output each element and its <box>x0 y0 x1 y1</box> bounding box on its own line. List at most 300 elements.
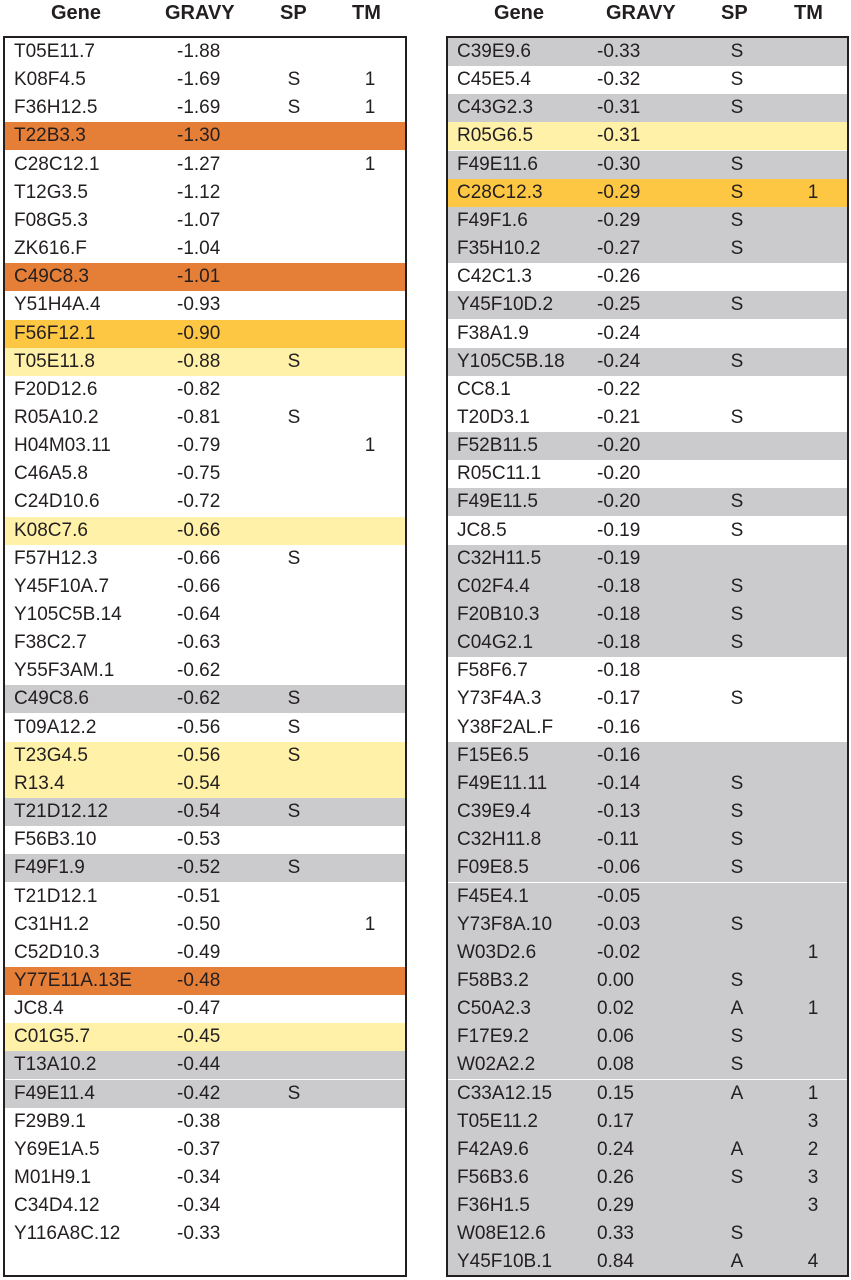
gene-cell: C32H11.8 <box>457 829 542 851</box>
table-row <box>5 883 405 911</box>
gravy-cell: -0.34 <box>177 1195 221 1217</box>
gravy-cell: -0.30 <box>597 153 641 175</box>
gene-cell: T13A10.2 <box>14 1054 97 1076</box>
table-row <box>448 657 847 685</box>
gravy-cell: -0.72 <box>177 491 221 513</box>
gene-cell: F49E11.6 <box>457 153 538 175</box>
gene-cell: C24D10.6 <box>14 491 100 513</box>
sp-cell: S <box>730 857 744 879</box>
tm-cell: 1 <box>364 913 376 935</box>
table-row <box>5 1220 405 1248</box>
gene-cell: C04G2.1 <box>457 632 534 654</box>
gravy-cell: -0.17 <box>597 688 641 710</box>
table-row <box>448 770 847 798</box>
gene-cell: C50A2.3 <box>457 998 531 1020</box>
table-row <box>448 1136 847 1164</box>
table-row <box>5 235 405 263</box>
table-row <box>5 657 405 685</box>
gravy-cell: -0.81 <box>177 406 221 428</box>
sp-cell: S <box>730 575 744 597</box>
gene-cell: Y38F2AL.F <box>457 716 554 738</box>
gravy-cell: -1.88 <box>177 41 221 62</box>
sp-cell: S <box>730 829 744 851</box>
gene-cell: C39E9.6 <box>457 41 531 62</box>
gene-cell: C45E5.4 <box>457 69 531 91</box>
table-row <box>5 995 405 1023</box>
gravy-cell: 0.33 <box>597 1223 634 1245</box>
gene-cell: C33A12.15 <box>457 1082 553 1104</box>
table-row <box>5 742 405 770</box>
table-row <box>5 770 405 798</box>
gravy-cell: -0.21 <box>597 406 641 428</box>
table-row <box>448 517 847 545</box>
left-header-tm: TM <box>352 2 381 24</box>
gene-cell: JC8.4 <box>14 998 64 1020</box>
gravy-cell: -0.50 <box>177 913 221 935</box>
gene-cell: CC8.1 <box>457 378 511 400</box>
table-row <box>448 348 847 376</box>
sp-cell: S <box>287 716 301 738</box>
table-row <box>5 517 405 545</box>
gravy-cell: 0.26 <box>597 1167 634 1188</box>
tm-cell: 4 <box>807 1251 819 1273</box>
sp-cell: A <box>730 998 744 1020</box>
gene-cell: F56B3.10 <box>14 829 97 851</box>
gravy-cell: -0.06 <box>597 857 641 879</box>
table-row <box>5 94 405 122</box>
sp-cell: S <box>730 41 744 62</box>
gravy-cell: -0.02 <box>597 941 641 963</box>
gravy-cell: -0.64 <box>177 604 221 625</box>
gene-cell: F49F1.6 <box>457 209 528 231</box>
gravy-cell: -0.51 <box>177 885 221 907</box>
sp-cell: S <box>730 801 744 823</box>
gene-cell: T05E11.7 <box>14 41 95 62</box>
gene-cell: Y105C5B.14 <box>14 604 122 625</box>
gravy-cell: 0.17 <box>597 1110 634 1132</box>
sp-cell: S <box>287 406 301 428</box>
gravy-cell: -0.53 <box>177 829 221 851</box>
table-row <box>448 1192 847 1220</box>
sp-cell: S <box>730 181 744 203</box>
table-row <box>5 1080 405 1108</box>
gravy-cell: -0.66 <box>177 575 221 597</box>
table-row <box>5 1164 405 1192</box>
table-row <box>5 432 405 460</box>
gene-cell: Y105C5B.18 <box>457 350 565 372</box>
left-header-sp: SP <box>280 2 307 24</box>
gravy-cell: -0.44 <box>177 1054 221 1076</box>
gene-cell: K08F4.5 <box>14 69 86 91</box>
table-row <box>448 742 847 770</box>
gene-cell: Y51H4A.4 <box>14 294 101 316</box>
gene-cell: T22B3.3 <box>14 125 86 147</box>
table-row <box>448 151 847 179</box>
table-row <box>448 38 847 66</box>
table-row <box>448 967 847 995</box>
gene-cell: C32H11.5 <box>457 547 542 569</box>
table-row <box>5 826 405 854</box>
gravy-cell: -0.24 <box>597 322 641 344</box>
sp-cell: S <box>287 801 301 823</box>
gravy-cell: 0.08 <box>597 1054 634 1076</box>
gene-cell: F49F1.9 <box>14 857 85 879</box>
table-row <box>5 291 405 319</box>
tm-cell: 1 <box>364 97 376 119</box>
table-row <box>5 1108 405 1136</box>
sp-cell: S <box>287 857 301 879</box>
sp-cell: S <box>730 97 744 119</box>
gene-cell: C43G2.3 <box>457 97 534 119</box>
gene-cell: F38A1.9 <box>457 322 529 344</box>
gene-cell: F17E9.2 <box>457 1026 529 1048</box>
table-row <box>5 122 405 150</box>
gravy-cell: -0.75 <box>177 463 221 485</box>
table-row <box>448 573 847 601</box>
table-row <box>5 38 405 66</box>
gravy-cell: -0.22 <box>597 378 641 400</box>
sp-cell: S <box>730 209 744 231</box>
sp-cell: S <box>287 547 301 569</box>
gravy-cell: -0.29 <box>597 181 641 203</box>
gene-cell: R05A10.2 <box>14 406 99 428</box>
table-row <box>5 376 405 404</box>
sp-cell: S <box>287 744 301 766</box>
gene-cell: R13.4 <box>14 772 65 794</box>
sp-cell: S <box>287 350 301 372</box>
table-row <box>448 1164 847 1192</box>
gravy-cell: -0.66 <box>177 519 221 541</box>
gravy-cell: -1.69 <box>177 69 221 91</box>
gene-cell: F20D12.6 <box>14 378 98 400</box>
sp-cell: S <box>730 1026 744 1048</box>
table-row <box>5 207 405 235</box>
table-row <box>448 883 847 911</box>
tm-cell: 1 <box>807 1082 819 1104</box>
left-header-gene: Gene <box>51 2 102 24</box>
gene-cell: C39E9.4 <box>457 801 531 823</box>
tm-cell: 3 <box>807 1167 819 1188</box>
table-row <box>448 1023 847 1051</box>
sp-cell: S <box>730 69 744 91</box>
sp-cell: S <box>730 969 744 991</box>
gravy-cell: -1.12 <box>177 181 221 203</box>
gravy-cell: -1.01 <box>177 266 221 288</box>
gravy-cell: -0.27 <box>597 238 641 260</box>
gravy-cell: -0.66 <box>177 547 221 569</box>
gene-cell: Y77E11A.13E <box>14 969 132 991</box>
gene-cell: JC8.5 <box>457 519 507 541</box>
table-row <box>448 601 847 629</box>
gene-cell: W02A2.2 <box>457 1054 536 1076</box>
sp-cell: S <box>730 350 744 372</box>
gene-cell: F58F6.7 <box>457 660 528 682</box>
gene-cell: Y45F10D.2 <box>457 294 554 316</box>
table-row <box>448 1108 847 1136</box>
gravy-cell: -0.63 <box>177 632 221 654</box>
gravy-cell: -0.62 <box>177 688 221 710</box>
gene-cell: F49E11.4 <box>14 1082 95 1104</box>
gravy-cell: -0.79 <box>177 435 221 457</box>
tm-cell: 1 <box>364 153 376 175</box>
gravy-cell: -0.26 <box>597 266 641 288</box>
sp-cell: S <box>730 913 744 935</box>
gene-cell: C02F4.4 <box>457 575 530 597</box>
table-row <box>448 291 847 319</box>
table-row <box>5 66 405 94</box>
gravy-cell: -0.33 <box>597 41 641 62</box>
gravy-cell: -0.03 <box>597 913 641 935</box>
right-header-gene: Gene <box>494 2 545 24</box>
gravy-cell: -0.56 <box>177 744 221 766</box>
gravy-cell: -0.90 <box>177 322 221 344</box>
table-row <box>5 685 405 713</box>
sp-cell: A <box>730 1138 744 1160</box>
table-row <box>448 1080 847 1108</box>
table-row <box>5 911 405 939</box>
gene-cell: F38C2.7 <box>14 632 87 654</box>
sp-cell: S <box>730 519 744 541</box>
gravy-cell: 0.15 <box>597 1082 634 1104</box>
gene-cell: F58B3.2 <box>457 969 529 991</box>
table-row <box>448 488 847 516</box>
tm-cell: 3 <box>807 1195 819 1217</box>
gravy-cell: -0.16 <box>597 716 641 738</box>
tm-cell: 1 <box>364 69 376 91</box>
right-header-sp: SP <box>721 2 748 24</box>
gene-cell: C28C12.3 <box>457 181 543 203</box>
gravy-cell: -0.52 <box>177 857 221 879</box>
table-row <box>448 94 847 122</box>
gene-cell: C31H1.2 <box>14 913 89 935</box>
gene-cell: R05C11.1 <box>457 463 542 485</box>
table-row <box>448 263 847 291</box>
gravy-cell: -0.54 <box>177 801 221 823</box>
sp-cell: S <box>287 1082 301 1104</box>
sp-cell: S <box>287 97 301 119</box>
gravy-cell: -0.05 <box>597 885 641 907</box>
table-row <box>448 798 847 826</box>
gravy-cell: -0.18 <box>597 604 641 625</box>
tm-cell: 1 <box>807 998 819 1020</box>
tm-cell: 3 <box>807 1110 819 1132</box>
table-row <box>448 1220 847 1248</box>
table-row <box>5 714 405 742</box>
gravy-cell: -0.18 <box>597 660 641 682</box>
gravy-cell: -0.14 <box>597 772 641 794</box>
gene-cell: C49C8.3 <box>14 266 89 288</box>
gene-cell: T05E11.8 <box>14 350 95 372</box>
table-row <box>5 854 405 882</box>
gene-cell: C28C12.1 <box>14 153 100 175</box>
gravy-cell: -1.69 <box>177 97 221 119</box>
sp-cell: A <box>730 1251 744 1273</box>
table-row <box>5 263 405 291</box>
gravy-cell: -0.19 <box>597 519 641 541</box>
gene-cell: K08C7.6 <box>14 519 88 541</box>
gravy-cell: -0.42 <box>177 1082 221 1104</box>
right-header-gravy: GRAVY <box>606 2 676 24</box>
table-row <box>448 460 847 488</box>
gravy-cell: -0.47 <box>177 998 221 1020</box>
table-row <box>5 798 405 826</box>
gravy-cell: -0.18 <box>597 632 641 654</box>
sp-cell: S <box>287 69 301 91</box>
gene-cell: F36H1.5 <box>457 1195 530 1217</box>
gene-cell: Y116A8C.12 <box>14 1223 121 1245</box>
table-row <box>5 348 405 376</box>
gene-cell: T21D12.1 <box>14 885 98 907</box>
gravy-cell: -0.38 <box>177 1110 221 1132</box>
table-row <box>5 488 405 516</box>
gene-cell: ZK616.F <box>14 238 87 260</box>
sp-cell: S <box>287 688 301 710</box>
gravy-cell: 0.02 <box>597 998 634 1020</box>
sp-cell: S <box>730 604 744 625</box>
table-row <box>448 714 847 742</box>
sp-cell: S <box>730 294 744 316</box>
table-row <box>448 911 847 939</box>
table-row <box>5 939 405 967</box>
gravy-cell: -0.20 <box>597 491 641 513</box>
gene-cell: T21D12.12 <box>14 801 109 823</box>
gravy-cell: -0.16 <box>597 744 641 766</box>
sp-cell: S <box>730 238 744 260</box>
gravy-cell: -0.25 <box>597 294 641 316</box>
table-row <box>5 151 405 179</box>
table-row <box>448 432 847 460</box>
gravy-cell: -0.45 <box>177 1026 221 1048</box>
gravy-cell: -0.54 <box>177 772 221 794</box>
gravy-cell: -0.48 <box>177 969 221 991</box>
gene-cell: F52B11.5 <box>457 435 538 457</box>
gravy-cell: -0.32 <box>597 69 641 91</box>
sp-cell: S <box>730 153 744 175</box>
gene-cell: C34D4.12 <box>14 1195 100 1217</box>
gene-cell: T20D3.1 <box>457 406 530 428</box>
gene-cell: F57H12.3 <box>14 547 98 569</box>
table-row <box>448 122 847 150</box>
table-row <box>448 1051 847 1079</box>
table-row <box>5 629 405 657</box>
sp-cell: A <box>730 1082 744 1104</box>
gravy-cell: -0.49 <box>177 941 221 963</box>
table-row <box>448 1248 847 1276</box>
left-gene-table <box>3 36 407 1277</box>
gene-cell: M01H9.1 <box>14 1167 92 1188</box>
table-row <box>448 629 847 657</box>
gravy-cell: -0.13 <box>597 801 641 823</box>
gene-cell: F15E6.5 <box>457 744 529 766</box>
gravy-cell: 0.84 <box>597 1251 634 1273</box>
gravy-cell: -1.04 <box>177 238 221 260</box>
gravy-cell: -0.34 <box>177 1167 221 1188</box>
gravy-cell: -0.29 <box>597 209 641 231</box>
gene-cell: C52D10.3 <box>14 941 100 963</box>
gene-cell: F35H10.2 <box>457 238 541 260</box>
gene-cell: C42C1.3 <box>457 266 532 288</box>
gravy-cell: -0.24 <box>597 350 641 372</box>
right-header-tm: TM <box>794 2 823 24</box>
gene-cell: Y69E1A.5 <box>14 1138 100 1160</box>
gene-cell: F09E8.5 <box>457 857 529 879</box>
gene-cell: F56F12.1 <box>14 322 96 344</box>
gravy-cell: -0.62 <box>177 660 221 682</box>
gravy-cell: -0.11 <box>597 829 639 851</box>
table-row <box>448 376 847 404</box>
table-row <box>448 320 847 348</box>
left-header-gravy: GRAVY <box>165 2 235 24</box>
gravy-cell: -0.18 <box>597 575 641 597</box>
tm-cell: 1 <box>364 435 376 457</box>
gravy-cell: 0.00 <box>597 969 634 991</box>
gravy-cell: 0.06 <box>597 1026 634 1048</box>
gene-cell: Y55F3AM.1 <box>14 660 115 682</box>
tm-cell: 1 <box>807 181 819 203</box>
table-row <box>5 179 405 207</box>
right-gene-table <box>446 36 849 1277</box>
gene-cell: Y45F10A.7 <box>14 575 110 597</box>
table-row <box>5 545 405 573</box>
sp-cell: S <box>730 688 744 710</box>
gene-cell: T23G4.5 <box>14 744 88 766</box>
table-row <box>5 1136 405 1164</box>
gravy-cell: -0.33 <box>177 1223 221 1245</box>
sp-cell: S <box>730 632 744 654</box>
sp-cell: S <box>730 772 744 794</box>
tm-cell: 2 <box>807 1138 819 1160</box>
sp-cell: S <box>730 406 744 428</box>
sp-cell: S <box>730 1054 744 1076</box>
gravy-cell: -1.07 <box>177 209 221 231</box>
table-row <box>448 235 847 263</box>
table-row <box>448 685 847 713</box>
gene-cell: C49C8.6 <box>14 688 89 710</box>
gene-cell: F45E4.1 <box>457 885 529 907</box>
table-row <box>5 460 405 488</box>
table-row <box>5 967 405 995</box>
gravy-cell: -0.93 <box>177 294 221 316</box>
tm-cell: 1 <box>807 941 819 963</box>
table-row <box>5 1051 405 1079</box>
table-row <box>448 207 847 235</box>
gene-cell: Y73F8A.10 <box>457 913 553 935</box>
table-row <box>448 66 847 94</box>
table-row <box>5 573 405 601</box>
sp-cell: S <box>730 1167 744 1188</box>
gravy-cell: -0.20 <box>597 435 641 457</box>
table-row <box>5 320 405 348</box>
gene-cell: R05G6.5 <box>457 125 534 147</box>
table-row <box>5 404 405 432</box>
gene-cell: F08G5.3 <box>14 209 88 231</box>
table-row <box>5 601 405 629</box>
gene-cell: F56B3.6 <box>457 1167 529 1188</box>
gene-cell: Y73F4A.3 <box>457 688 542 710</box>
gene-cell: T12G3.5 <box>14 181 88 203</box>
table-row <box>448 179 847 207</box>
gravy-cell: -0.31 <box>597 97 641 119</box>
gene-cell: F42A9.6 <box>457 1138 529 1160</box>
sp-cell: S <box>730 491 744 513</box>
gravy-cell: -0.56 <box>177 716 221 738</box>
gene-cell: W08E12.6 <box>457 1223 546 1245</box>
gene-cell: F20B10.3 <box>457 604 540 625</box>
gene-cell: C46A5.8 <box>14 463 88 485</box>
gene-cell: F49E11.11 <box>457 772 548 794</box>
gene-cell: F36H12.5 <box>14 97 98 119</box>
gene-cell: H04M03.11 <box>14 435 111 457</box>
